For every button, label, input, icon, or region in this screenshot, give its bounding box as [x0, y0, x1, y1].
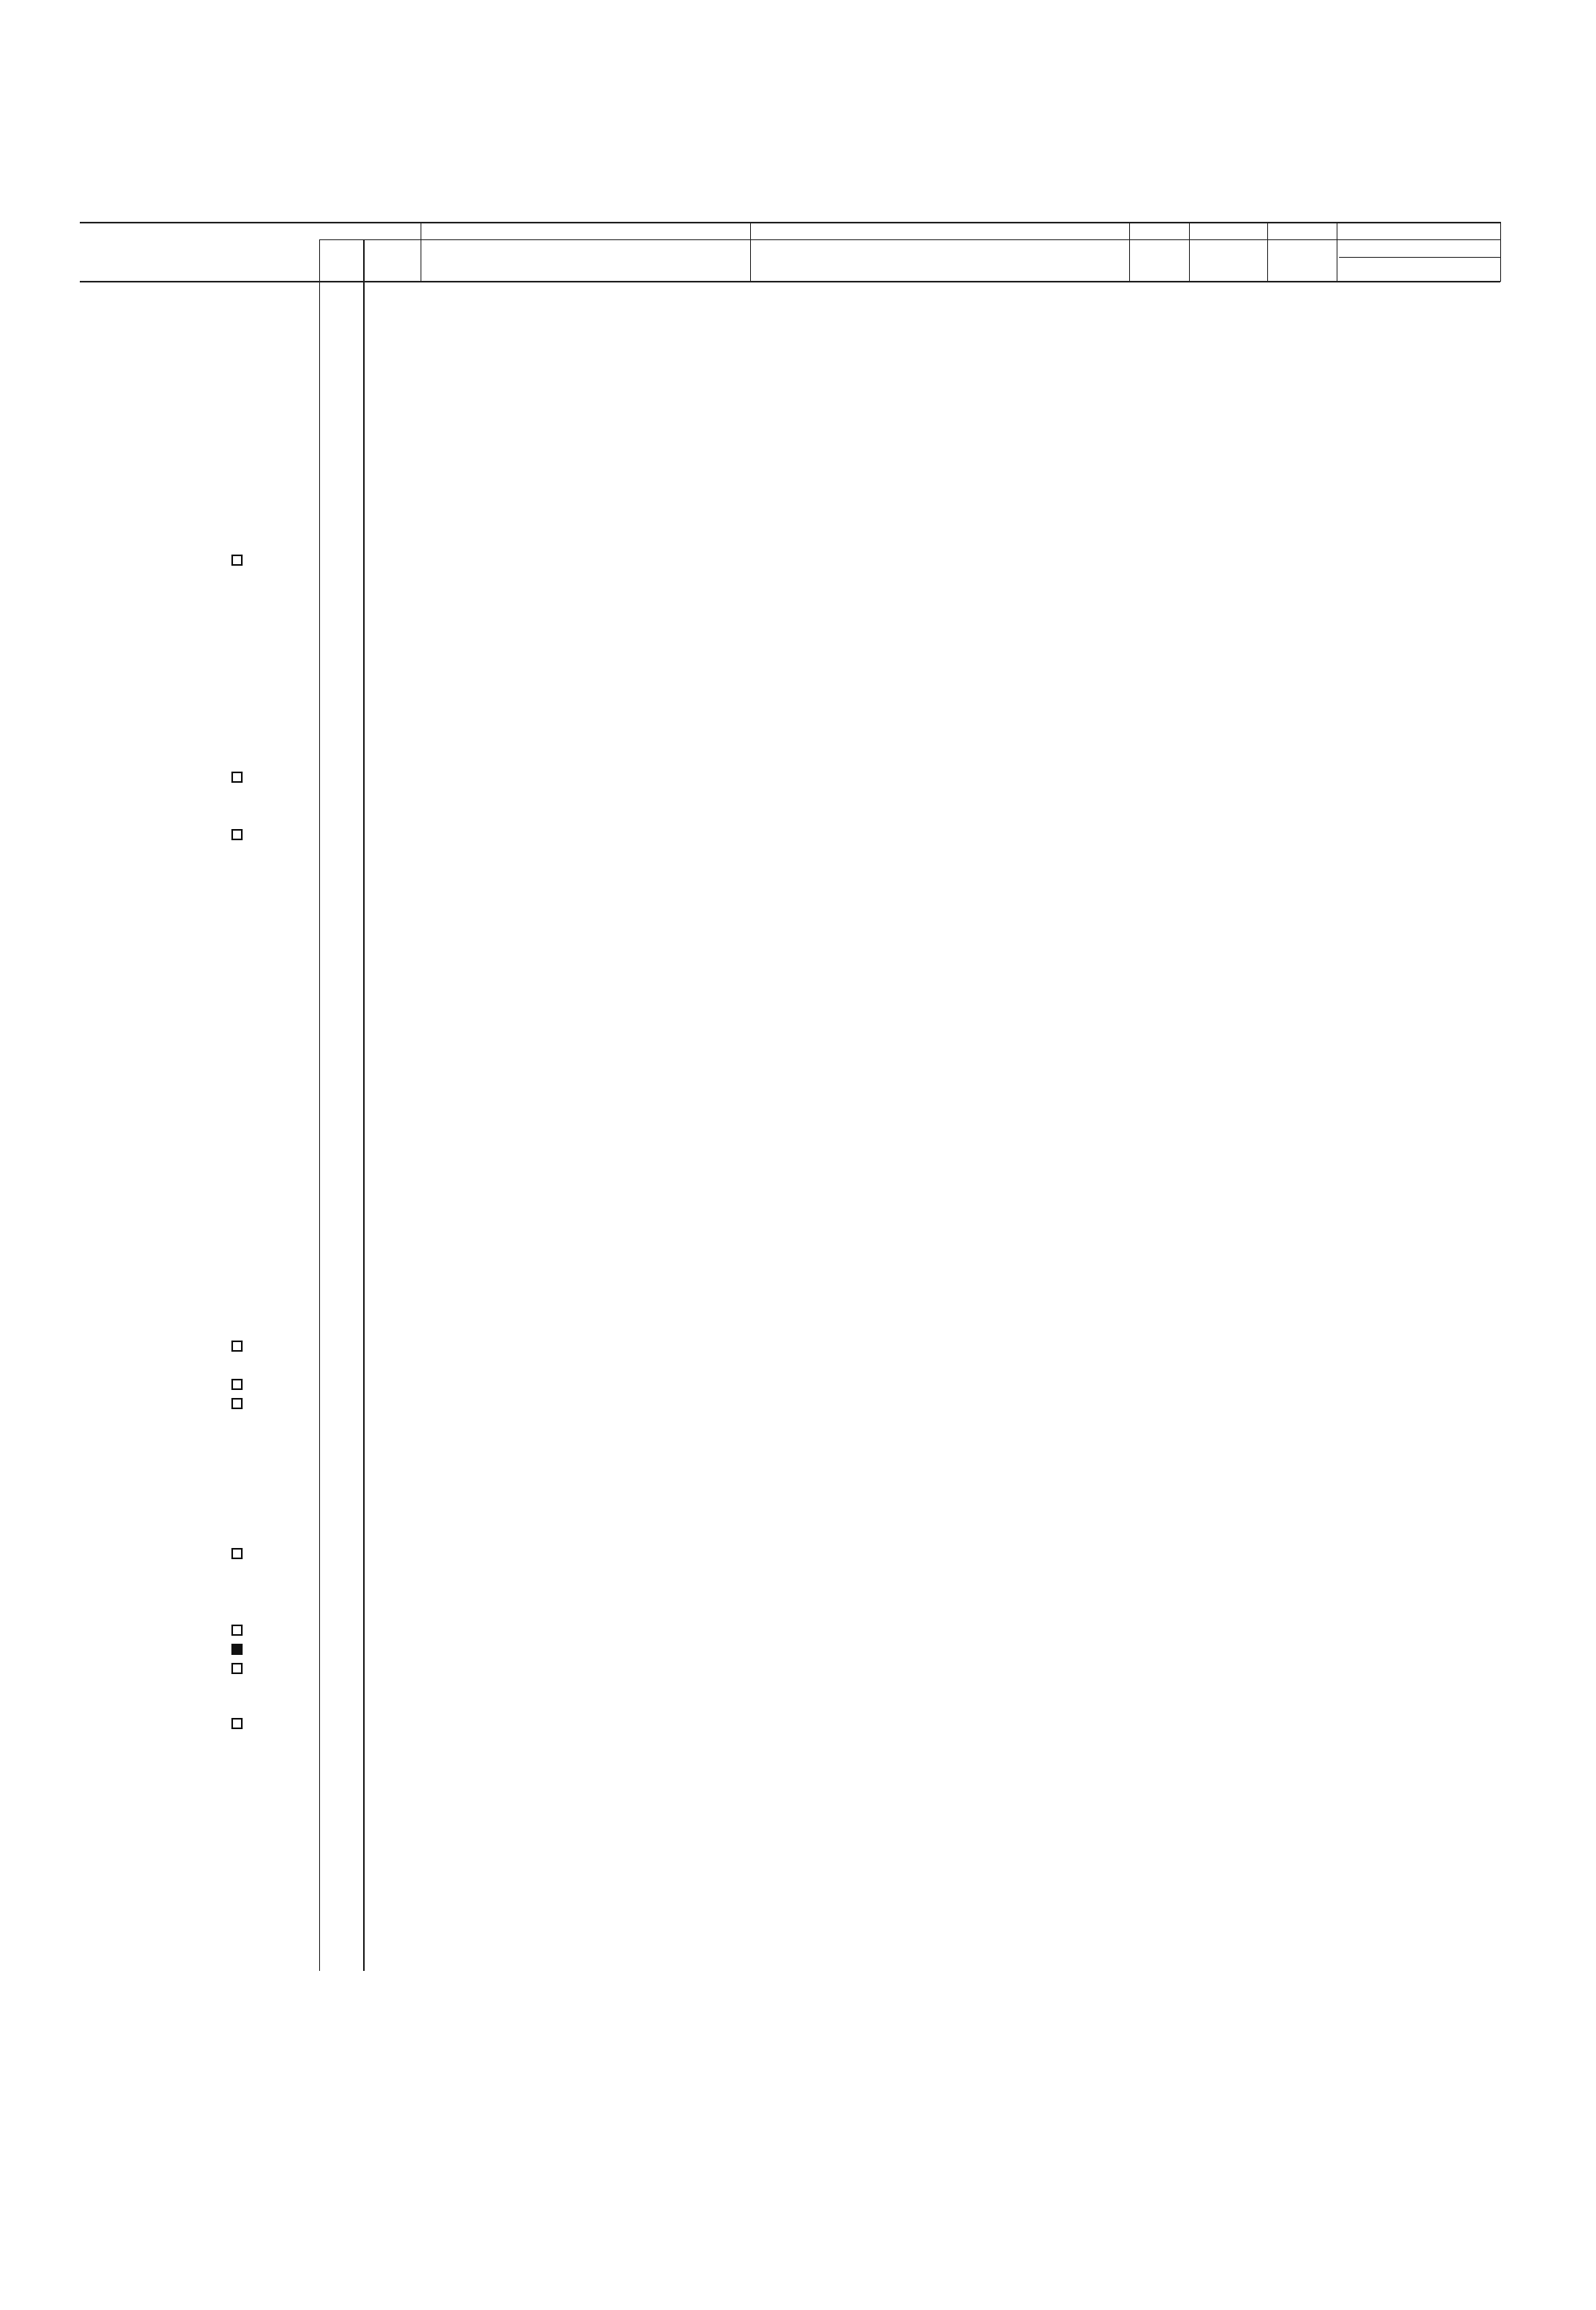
mountain-station-filled-box: [231, 1644, 243, 1655]
mountain-station-box: [231, 1379, 243, 1390]
mountain-station-box: [231, 555, 243, 566]
mountain-station-box: [231, 1398, 243, 1409]
mountain-station-box: [231, 1341, 243, 1352]
mountain-station-box: [231, 772, 243, 783]
mountain-station-box: [231, 1625, 243, 1636]
mountain-station-box: [231, 1548, 243, 1559]
mountain-station-box: [231, 1663, 243, 1674]
mountain-station-box: [231, 1718, 243, 1729]
mountain-station-box: [231, 829, 243, 840]
